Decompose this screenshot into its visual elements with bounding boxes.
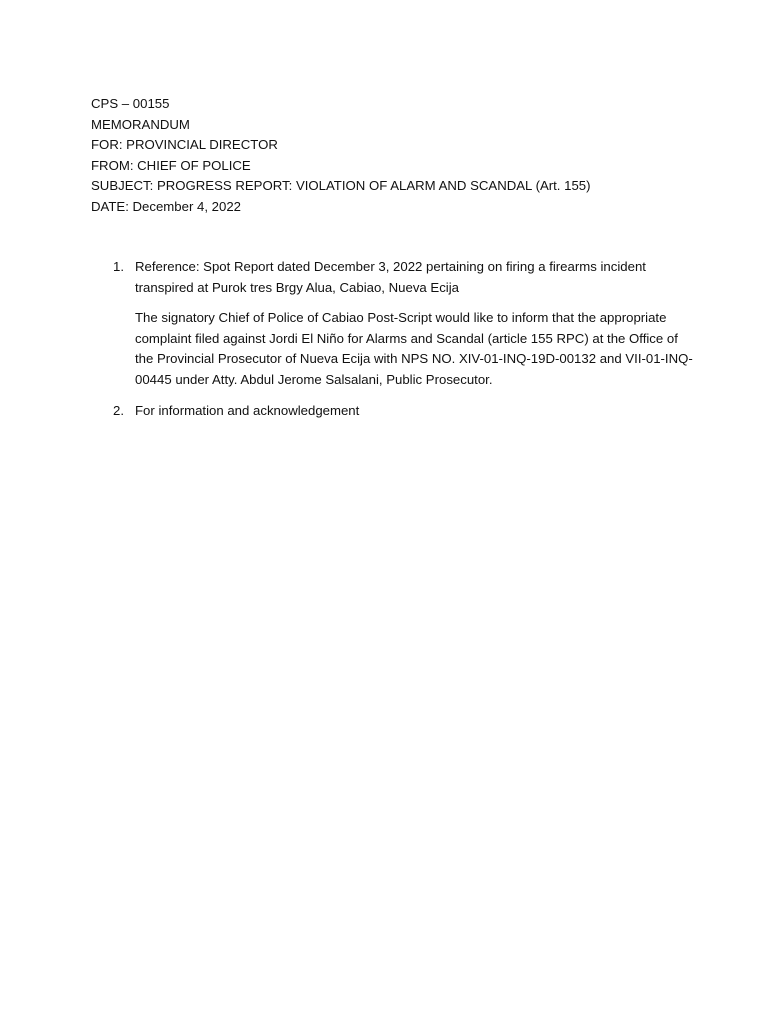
memo-date: DATE: December 4, 2022: [91, 198, 242, 214]
list-item-text: For information and acknowledgement: [135, 402, 360, 418]
memo-for: FOR: PROVINCIAL DIRECTOR: [91, 137, 278, 153]
list-item: [113, 257, 693, 391]
memo-reference-number: CPS – 00155: [91, 96, 170, 111]
memo-body: [113, 257, 693, 421]
memo-subject: SUBJECT: PROGRESS REPORT: VIOLATION OF ALARM AND SCANDAL (Art. 155): [91, 178, 591, 194]
list-item-number: 1.: [113, 259, 124, 274]
list-item-number: 2.: [113, 402, 124, 418]
memo-type: MEMORANDUM: [91, 116, 190, 132]
memo-header: [91, 94, 711, 218]
list-item-paragraph: The signatory Chief of Police of Cabiao Post-Script would like to inform that the appropriate complaint filed against Jordi El Niño for Alarms and Scandal (article 155 RPC) at the Office of the Provincial Prosecutor of Nueva Ecija with NPS NO. XIV-01-INQ-19D-00132 and VII-01-INQ-00445 under Atty. Abdul Jerome Salsalani, Public Prosecutor.: [135, 310, 693, 387]
memo-from: FROM: CHIEF OF POLICE: [91, 157, 251, 173]
list-item-text: Reference: Spot Report dated December 3, 2022 pertaining on firing a firearms incident transpired at Purok tres Brgy Alua, Cabiao, Nueva Ecija: [135, 259, 646, 295]
list-item: [113, 401, 693, 422]
